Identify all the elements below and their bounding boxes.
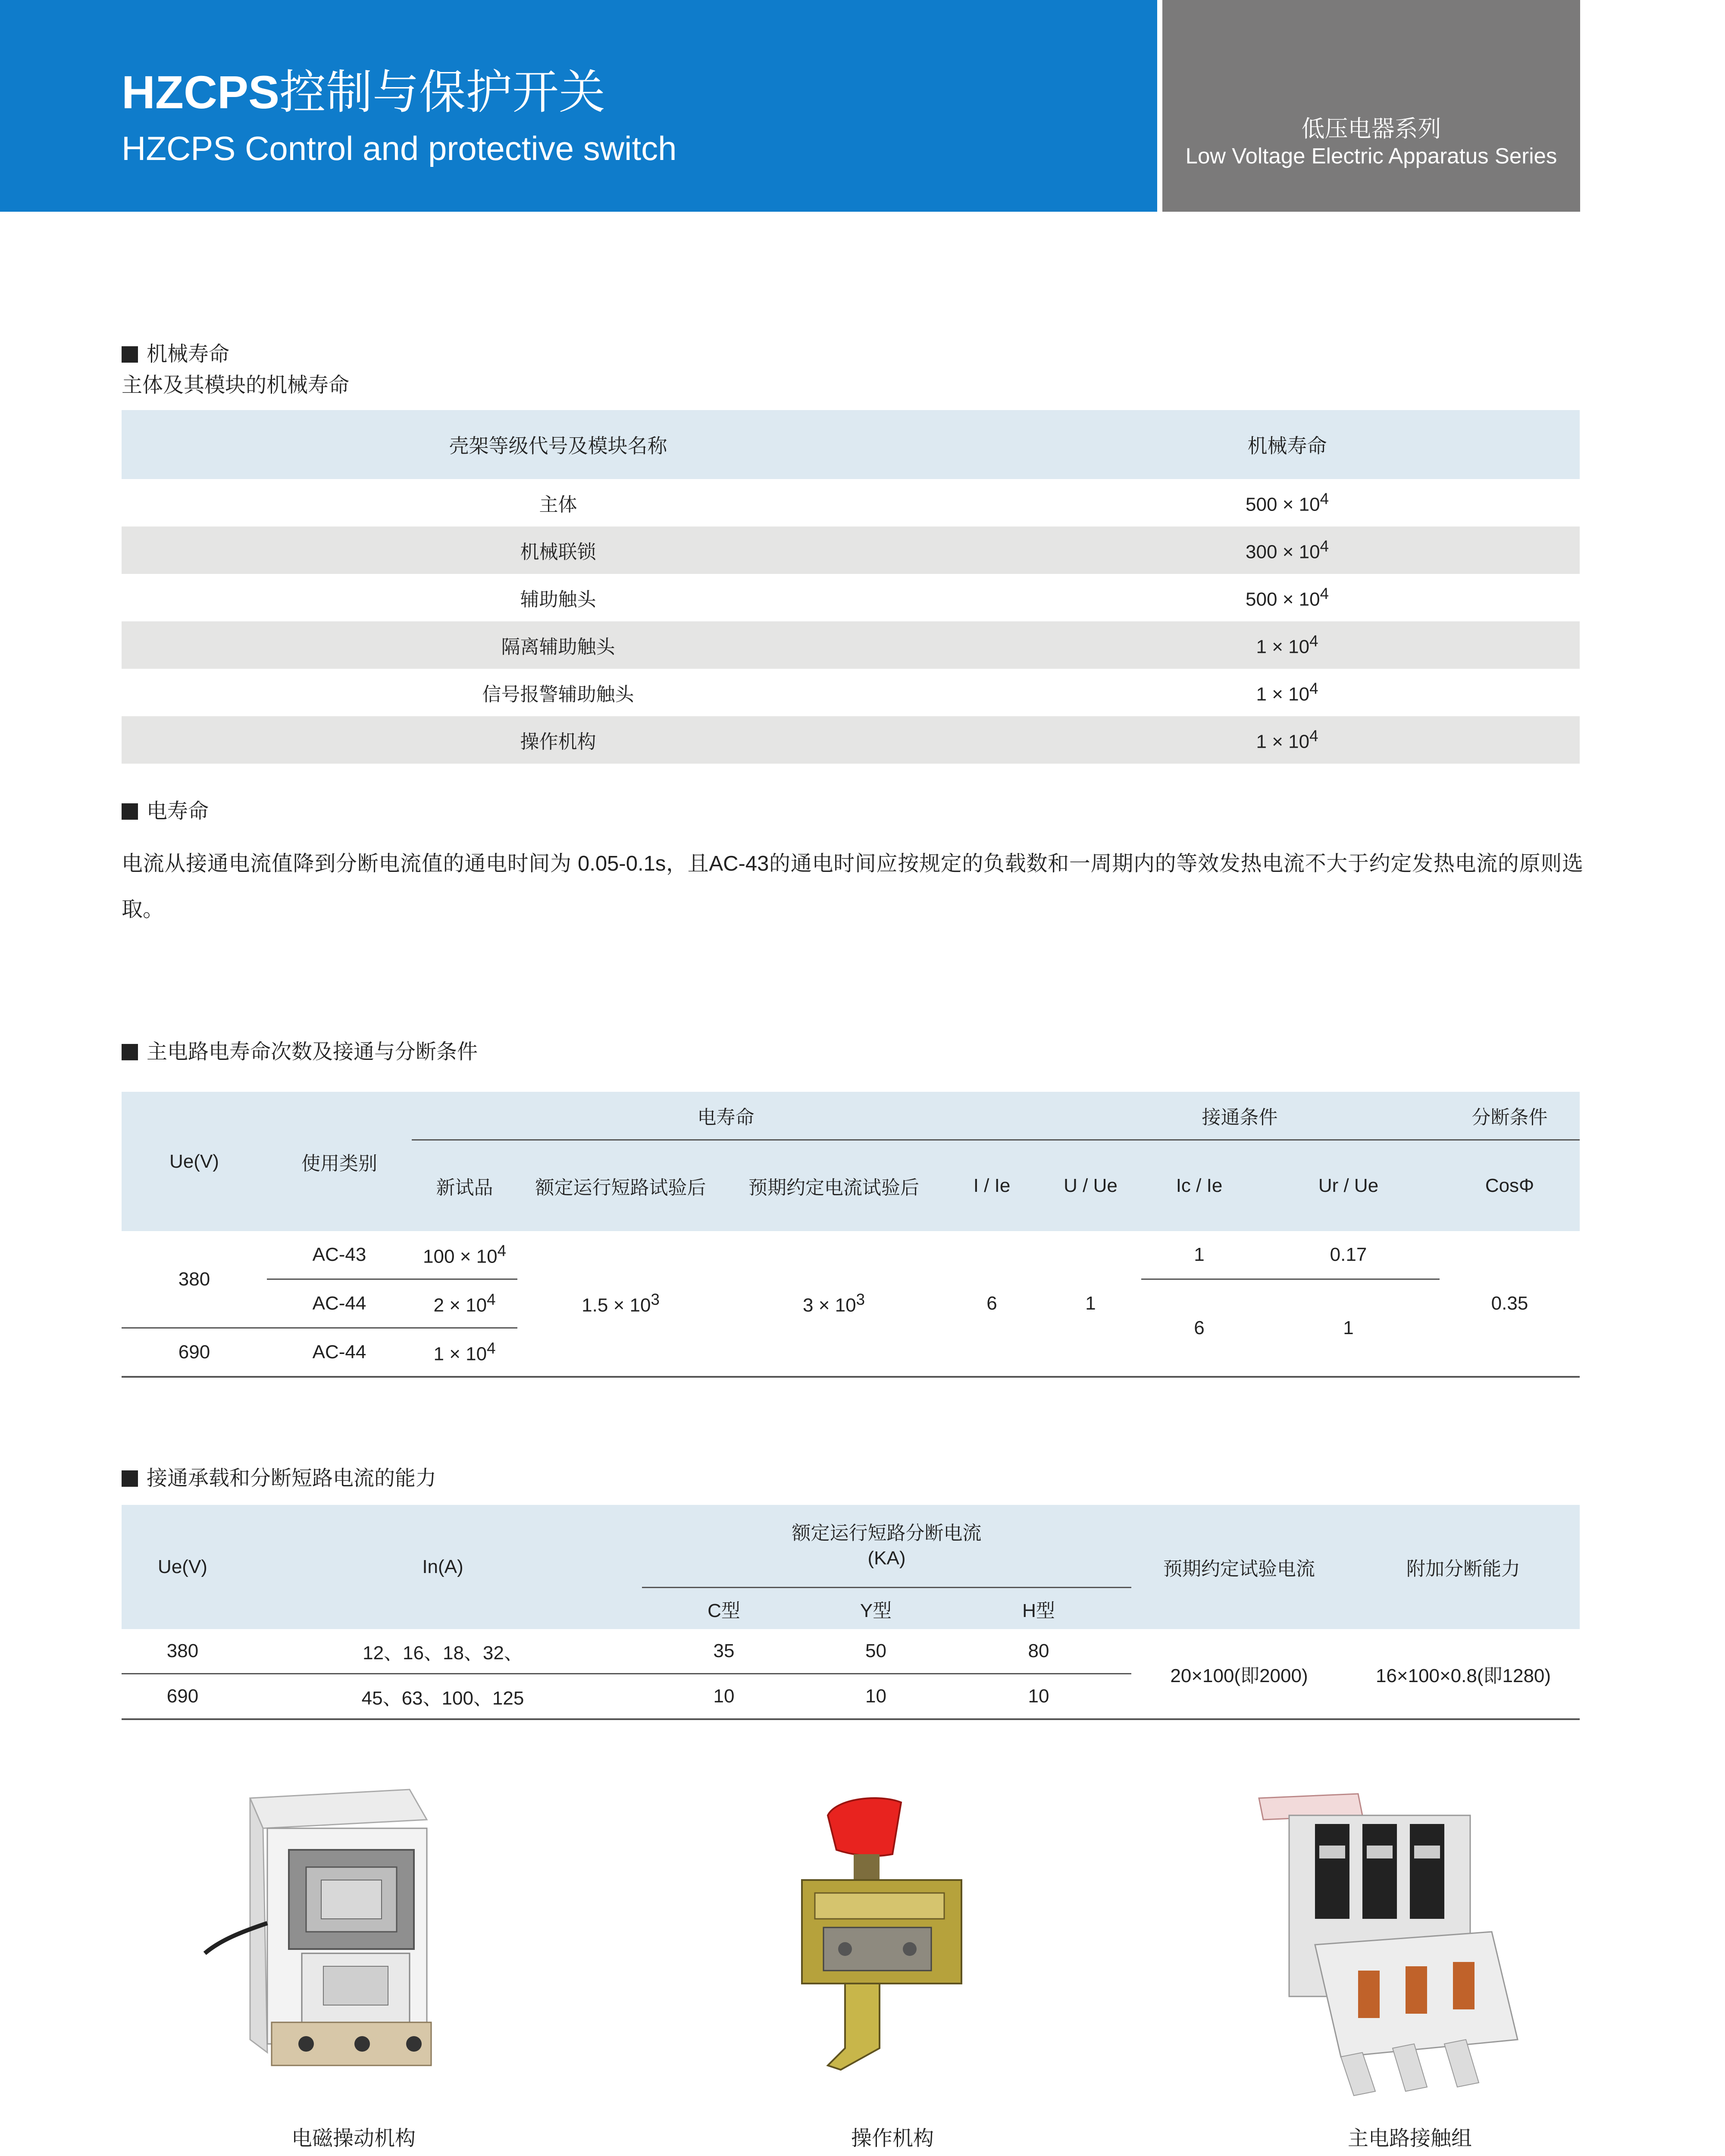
category-value: AC-43 — [267, 1231, 412, 1279]
module-name: 主体 — [539, 494, 577, 515]
header-ue: Ue(V) — [122, 1505, 244, 1629]
new-value: $1 \times 10^4$ — [412, 1328, 517, 1377]
title-model: HZCPS — [122, 66, 280, 118]
header-cell: 壳架等级代号及模块名称 — [122, 410, 995, 479]
header-make-condition: 接通条件 — [1040, 1092, 1440, 1140]
table-row — [122, 1231, 1580, 1279]
table-row — [122, 574, 1580, 621]
section-title: 电寿命 — [147, 800, 209, 823]
table-row — [122, 526, 1580, 574]
table-row — [122, 716, 1580, 764]
category-value: AC-44 — [267, 1279, 412, 1328]
cos-value: 0.35 — [1440, 1231, 1580, 1377]
header-after-short: 额定运行短路试验后 — [517, 1140, 724, 1232]
header-separator — [1157, 0, 1162, 212]
header-in: In(A) — [244, 1505, 642, 1629]
header-ue: Ue(V) — [122, 1092, 267, 1231]
c-value: 10 — [642, 1674, 806, 1720]
header-u-ue: U / Ue — [1040, 1140, 1141, 1232]
after-conv-value: $3 \times 10^3$ — [724, 1231, 944, 1377]
table-header-row — [122, 410, 1580, 479]
header-c-type: C型 — [642, 1588, 806, 1630]
module-name: 隔离辅助触头 — [122, 621, 995, 669]
header-category: 使用类别 — [267, 1092, 412, 1231]
header-extra-breaking: 附加分断能力 — [1347, 1505, 1580, 1629]
ue-value: 380 — [122, 1629, 244, 1674]
u-ue-value: 1 — [1040, 1231, 1141, 1377]
main-circuit-life-table — [122, 1092, 1580, 1378]
conv-test-value: 20×100(即2000) — [1131, 1629, 1347, 1719]
series-chinese: 低压电器系列 — [1301, 116, 1441, 142]
section-title: 机械寿命 — [147, 343, 230, 366]
series-english: Low Voltage Electric Apparatus Series — [1185, 144, 1557, 168]
section-mechanical-life — [122, 344, 229, 365]
mech-life-value: $1 \times 10^4$ — [1256, 680, 1318, 705]
header-rated-breaking: 额定运行短路分断电流 (KA) — [642, 1505, 1131, 1588]
header-break-condition: 分断条件 — [1440, 1092, 1580, 1140]
ue-value: 690 — [122, 1674, 244, 1720]
table-row — [122, 479, 1580, 526]
title-english: HZCPS Control and protective switch — [122, 129, 677, 167]
module-name: 信号报警辅助触头 — [482, 684, 634, 705]
header-y-type: Y型 — [806, 1588, 946, 1630]
product-caption: 操作机构 — [851, 2127, 934, 2150]
module-name: 机械联锁 — [122, 526, 995, 574]
header-new: 新试品 — [412, 1140, 517, 1232]
table-row — [122, 669, 1580, 716]
electrical-life-paragraph: 电流从接通电流值降到分断电流值的通电时间为 0.05-0.1s，且AC-43的通电时间应按规定的负载数和一周期内的等效发热电流不大于约定发热电流的原则选取。 — [122, 852, 1583, 921]
table-row — [122, 621, 1580, 669]
i-ie-value: 6 — [944, 1231, 1040, 1377]
c-value: 35 — [642, 1629, 806, 1674]
header-cos: CosΦ — [1440, 1140, 1580, 1232]
product-caption: 电磁操动机构 — [291, 2127, 416, 2150]
square-bullet-icon — [122, 1470, 138, 1487]
ue-value: 380 — [122, 1231, 267, 1328]
square-bullet-icon — [122, 803, 138, 820]
table-row — [122, 1629, 1580, 1674]
section-electrical-life — [122, 801, 209, 822]
category-value: AC-44 — [267, 1328, 412, 1377]
h-value: 80 — [946, 1629, 1131, 1674]
after-short-value: $1.5 \times 10^3$ — [517, 1231, 724, 1377]
header-conv-test: 预期约定试验电流 — [1131, 1505, 1347, 1629]
section-title: 主电路电寿命次数及接通与分断条件 — [147, 1040, 478, 1063]
table-header-row — [122, 1092, 1580, 1140]
ic-ie-value: 1 — [1141, 1231, 1257, 1279]
header-electrical-life: 电寿命 — [412, 1092, 1040, 1140]
electromagnetic-mechanism-image — [203, 1781, 504, 2096]
extra-breaking-value: 16×100×0.8(即1280) — [1347, 1629, 1580, 1719]
header-h-type: H型 — [946, 1588, 1131, 1630]
mech-life-value: $300 \times 10^4$ — [995, 526, 1580, 574]
title-zh-text: 控制与保护开关 — [279, 66, 606, 118]
ur-ue-value: 0.17 — [1257, 1231, 1440, 1279]
mech-life-value: $500 \times 10^4$ — [1246, 490, 1329, 515]
mech-life-value: $500 \times 10^4$ — [1246, 585, 1329, 610]
header-gray-band — [1162, 0, 1580, 212]
module-name: 操作机构 — [122, 716, 995, 764]
y-value: 50 — [806, 1629, 946, 1674]
section-main-circuit — [122, 1042, 478, 1062]
section-title: 接通承载和分断短路电流的能力 — [147, 1467, 437, 1490]
capacity-table — [122, 1505, 1580, 1720]
header-ur-ue: Ur / Ue — [1257, 1140, 1440, 1232]
mech-life-value: $1 \times 10^4$ — [995, 716, 1580, 764]
mechanical-subtitle: 主体及其模块的机械寿命 — [122, 374, 350, 397]
title-chinese — [122, 66, 606, 118]
in-value: 45、63、100、125 — [244, 1674, 642, 1720]
square-bullet-icon — [122, 346, 138, 363]
mech-life-value: $1 \times 10^4$ — [995, 621, 1580, 669]
h-value: 10 — [946, 1674, 1131, 1720]
new-value: $2 \times 10^4$ — [412, 1279, 517, 1328]
operating-mechanism-image — [793, 1789, 974, 2091]
ur-ue-value: 1 — [1257, 1279, 1440, 1377]
header-cell: 机械寿命 — [995, 410, 1580, 479]
product-caption: 主电路接触组 — [1347, 2127, 1472, 2150]
square-bullet-icon — [122, 1044, 138, 1060]
module-name: 辅助触头 — [520, 589, 596, 610]
section-capacity — [122, 1468, 436, 1489]
main-contact-group-image — [1250, 1789, 1569, 2104]
table-header-row — [122, 1505, 1580, 1588]
ic-ie-value: 6 — [1141, 1279, 1257, 1377]
ue-value: 690 — [122, 1328, 267, 1377]
mechanical-life-table — [122, 410, 1580, 764]
y-value: 10 — [806, 1674, 946, 1720]
header-i-ie: I / Ie — [944, 1140, 1040, 1232]
header-ic-ie: Ic / Ie — [1141, 1140, 1257, 1232]
in-value: 12、16、18、32、 — [244, 1629, 642, 1674]
new-value: $100 \times 10^4$ — [412, 1231, 517, 1279]
header-after-conv: 预期约定电流试验后 — [724, 1140, 944, 1232]
